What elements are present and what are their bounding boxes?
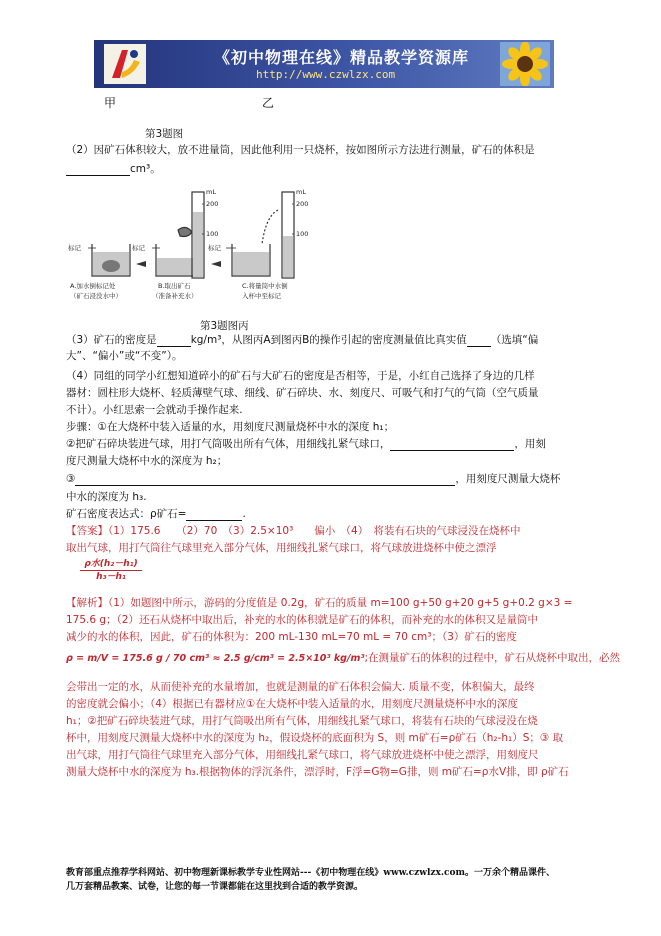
footer-line1: 教育部重点推荐学科网站、初中物理新课标教学专业性网站---《初中物理在线》www.czwlzx.com。一万余个精品课件、 [66,868,556,878]
q3-blank-1 [157,335,191,347]
answer-formula-bottom: h₃－h₁ [80,570,142,583]
q3-text-c: （选填“偏 [490,334,539,346]
q2-answer-line [66,162,161,176]
scale-tick-200-2: 200 [296,200,309,208]
analysis-line9: 出气球，用打气筒往气球里充入部分气体，用细线扎紧气球口，将气球放进烧杯中使之漂浮，用刻度尺 [66,749,539,761]
q4-step2-line1 [66,437,546,451]
site-banner [94,40,554,88]
scale-tick-100-2: 100 [296,230,309,238]
q2-unit: cm³。 [130,163,161,175]
answer-line1: 【答案】（1）175.6 （2）70 （3）2.5×10³ 偏小 （4） 将装有石块的气球浸没在烧杯中 [66,525,521,537]
answer-formula-top: ρ水(h₂－h₁) [84,559,138,569]
mark-label-c: 标记 [208,244,221,252]
experiment-figure [66,186,356,304]
scale-unit-2: mL [296,188,306,196]
q4-line3: 不计）。小红思索一会就动手操作起来. [66,404,243,416]
caption-b-1: B.取出矿石 [158,282,191,290]
q4-line2: 器材：圆柱形大烧杯、轻质薄壁气球、细线、矿石碎块、水、刻度尺、可吸气和打气的气筒（空气质量 [66,387,539,399]
q4-step3-line1 [66,472,560,486]
q4-step1: 步骤：①在大烧杯中装入适量的水，用刻度尺测量烧杯中水的深度 h₁； [66,421,395,433]
analysis-line7: h₁；②把矿石碎块装进气球，用打气筒吸出所有气体，用细线扎紧气球口，将装有石块的气球浸没在烧 [66,715,538,727]
density-formula: ρ = m/V = 175.6 g / 70 cm³ ≈ 2.5 g/cm³ = 2.5×10³ kg/m³ [66,653,365,664]
scale-unit-1: mL [206,188,216,196]
q4-line1: （4）同组的同学小红想知道碎小的矿石与大矿石的密度是否相等，于是，小红自己选择了身边的几样 [66,370,535,382]
footer-line2: 几万套精品教案、试卷，让您的每一节课都能在这里找到合适的教学资源。 [66,882,364,892]
q4-step3-text-a: ③ [66,473,76,485]
fig3-caption: 第3题图 [145,128,184,140]
answer-formula [80,558,142,583]
sunflower-icon [500,42,550,86]
q4-step2-line2: 度尺测量大烧杯中水的深度为 h₂； [66,455,228,467]
q4-expression-blank [186,509,242,521]
q4-step2-text-b: ，用刻 [514,438,546,450]
scale-tick-100-1: 100 [206,230,219,238]
analysis-line8: 杯中，用刻度尺测量大烧杯中水的深度为 h₂，假设烧杯的底面积为 S，则 m矿石=ρ矿石（h₂-h₁）S；③ 取 [66,732,564,744]
figure-label-right: 乙 [262,96,275,110]
q4-step3-text-b: ，用刻度尺测量大烧杯 [455,473,561,485]
analysis-line5: 会带出一定的水，从而使补充的水量增加，也就是测量的矿石体积会偏大. 质量不变，体积偏大，最终 [66,681,535,693]
q2-blank [66,164,130,176]
banner-url[interactable]: http://www.czwlzx.com [256,68,396,81]
q3-line1 [66,333,538,347]
caption-a-2: （矿石浸没水中） [70,292,122,300]
caption-a-1: A.加水倒标记处 [70,282,116,290]
answer-line2: 取出气球，用打气筒往气球里充入部分气体，用细线扎紧气球口，将气球放进烧杯中使之漂浮 [66,542,497,554]
analysis-line10: 测量大烧杯中水的深度为 h₃.根据物体的浮沉条件，漂浮时，F浮=G物=G排，则 m矿石=ρ水V排，即 ρ矿石 [66,766,569,778]
banner-title: 《初中物理在线》精品教学资源库 [214,48,470,67]
analysis-line3: 减少的水的体积，因此，矿石的体积为：200 mL-130 mL=70 mL = 70 cm³；（3）矿石的密度 [66,631,517,643]
q4-expression: 矿石密度表达式：ρ矿石= . [66,508,246,520]
scale-tick-200-1: 200 [206,200,219,208]
analysis-line1: 【解析】（1）如题图中所示，游码的分度值是 0.2g，矿石的质量 m=100 g+50 g+20 g+5 g+0.2 g×3 = [66,597,573,609]
mark-label-a: 标记 [68,244,81,252]
q4-step3-blank [75,474,455,486]
q4-step3-line2: 中水的深度为 h₃. [66,491,147,503]
q2-text: （2）因矿石体积较大，放不进量筒，因此他利用一只烧杯，按如图所示方法进行测量，矿石的体积是 [66,144,535,156]
q3-text-b: kg/m³，从图丙A到图丙B的操作引起的密度测量值比真实值 [190,334,467,346]
density-formula-tail: ;在测量矿石的体积的过程中，矿石从烧杯中取出，必然 [364,652,621,664]
analysis-line2: 175.6 g；（2）还石从烧杯中取出后，补充的水的体积就是矿石的体积，而补充的水的体积又是量筒中 [66,614,538,626]
caption-b-2: （准备补充水） [152,292,198,300]
caption-c-1: C.将量筒中水倒 [242,282,288,290]
analysis-line4 [66,651,620,666]
q4-expression-text: 矿石密度表达式：ρ矿石= [66,508,187,520]
q4-step2-text-a: ②把矿石碎块装进气球，用打气筒吸出所有气体，用细线扎紧气球口， [66,438,391,450]
mark-label-b: 标记 [132,244,145,252]
q3-blank-2 [467,335,491,347]
page-footer [66,866,555,894]
analysis-line6: 的密度就会偏小；（4）根据已有器材应①在大烧杯中装入适量的水，用刻度尺测量烧杯中水的深度 [66,698,518,710]
site-logo-icon [104,44,146,84]
q3-line2: 大”、“偏小”或“不变”）。 [66,350,183,362]
caption-c-2: 入杯中至标记 [242,292,281,300]
figure-label-left: 甲 [104,96,117,110]
q4-step2-blank [390,439,514,451]
q3-text-a: （3）矿石的密度是 [66,334,157,346]
fig3b-caption: 第3题图丙 [200,320,249,332]
